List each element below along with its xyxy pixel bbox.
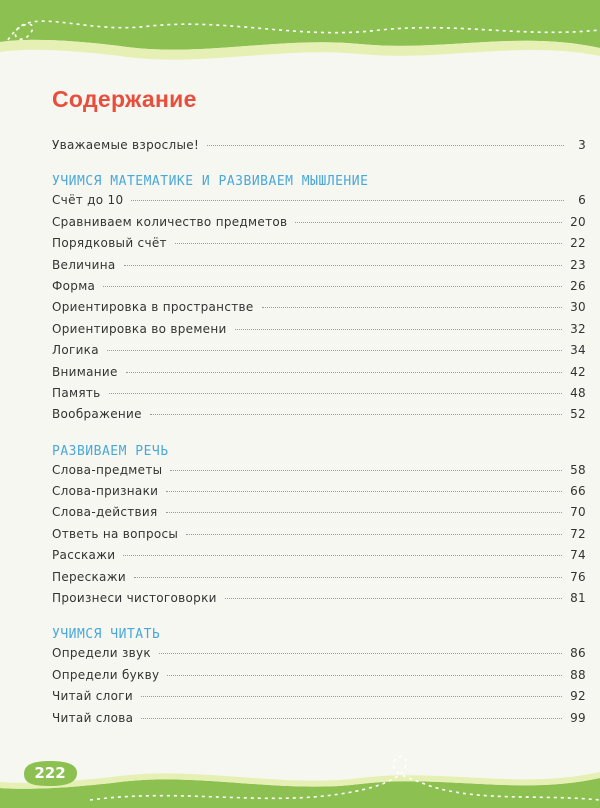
toc-entry-page: 6 (578, 193, 586, 208)
toc-entry-page: 99 (570, 710, 586, 725)
page-title: Содержание (52, 86, 197, 112)
toc-entry-label: Слова-предметы (52, 462, 163, 477)
toc-entry-page: 92 (570, 689, 586, 704)
toc-entry[interactable] (52, 570, 586, 591)
toc-entry-label: Сравниваем количество предметов (52, 214, 288, 229)
dot-leader (103, 286, 562, 287)
toc-entry-page: 3 (578, 138, 586, 152)
dot-leader (150, 414, 562, 415)
section-heading-math: УЧИМСЯ МАТЕМАТИКЕ И РАЗВИВАЕМ МЫШЛЕНИЕ (52, 174, 369, 190)
dot-leader (107, 350, 562, 351)
toc-entry[interactable] (52, 548, 586, 569)
toc-entry[interactable] (52, 343, 586, 364)
toc-entry-label: Ориентировка в пространстве (52, 300, 254, 315)
toc-entry-intro[interactable] (52, 138, 586, 159)
dot-leader (225, 598, 562, 599)
toc-entry-label: Ответь на вопросы (52, 526, 179, 541)
dot-leader (166, 512, 563, 513)
toc-entry[interactable] (52, 279, 586, 300)
toc-entry[interactable] (52, 711, 586, 732)
toc-entry[interactable] (52, 300, 586, 321)
toc-entry-label: Читай слоги (52, 689, 133, 704)
toc-entry-label: Внимание (52, 364, 118, 379)
toc-entry-page: 48 (570, 385, 586, 400)
dot-leader (126, 372, 562, 373)
toc-entry-page: 58 (570, 462, 586, 477)
toc-entry-label: Счёт до 10 (52, 193, 124, 208)
dot-leader (123, 555, 562, 556)
dot-leader (262, 307, 563, 308)
toc-entry[interactable] (52, 668, 586, 689)
toc-entry-label: Произнеси чистоговорки (52, 591, 217, 606)
toc-entry-page: 86 (570, 646, 586, 661)
toc-entry-label: Определи букву (52, 667, 160, 682)
dot-leader (141, 718, 562, 719)
toc-entry-page: 22 (570, 236, 586, 251)
dot-leader (131, 200, 564, 201)
toc-entry-label: Слова-действия (52, 505, 158, 520)
toc-entry-page: 76 (570, 569, 586, 584)
toc-entry-label: Память (52, 385, 101, 400)
dot-leader (170, 470, 562, 471)
toc-entry[interactable] (52, 258, 586, 279)
dot-leader (235, 329, 563, 330)
table-of-contents (52, 138, 586, 732)
toc-entry-page: 23 (570, 257, 586, 272)
dot-leader (295, 222, 562, 223)
section-heading-reading: УЧИМСЯ ЧИТАТЬ (52, 627, 161, 643)
toc-entry[interactable] (52, 193, 586, 214)
toc-entry-label: Ориентировка во времени (52, 321, 227, 336)
toc-entry-page: 42 (570, 364, 586, 379)
dot-leader (186, 534, 562, 535)
toc-entry-page: 32 (570, 321, 586, 336)
toc-entry[interactable] (52, 484, 586, 505)
toc-entry-page: 88 (570, 667, 586, 682)
dot-leader (166, 491, 562, 492)
toc-entry[interactable] (52, 365, 586, 386)
section-heading-speech: РАЗВИВАЕМ РЕЧЬ (52, 443, 169, 459)
dot-leader (141, 696, 562, 697)
dot-leader (124, 265, 563, 266)
toc-entry-label: Уважаемые взрослые! (52, 138, 200, 152)
toc-entry[interactable] (52, 463, 586, 484)
toc-entry-page: 66 (570, 484, 586, 499)
page-number: 222 (34, 764, 66, 782)
toc-entry-label: Воображение (52, 407, 142, 422)
toc-entry-page: 70 (570, 505, 586, 520)
toc-entry-label: Порядковый счёт (52, 236, 167, 251)
top-decorative-band (0, 0, 600, 70)
toc-entry[interactable] (52, 322, 586, 343)
toc-entry[interactable] (52, 215, 586, 236)
toc-entry-page: 74 (570, 548, 586, 563)
toc-entry-label: Перескажи (52, 569, 126, 584)
dot-leader (134, 577, 562, 578)
toc-entry-label: Читай слова (52, 710, 134, 725)
toc-entry[interactable] (52, 591, 586, 612)
bottom-decorative-band (0, 738, 600, 808)
toc-entry[interactable] (52, 407, 586, 428)
toc-entry-page: 52 (570, 407, 586, 422)
toc-entry[interactable] (52, 646, 586, 667)
toc-entry-label: Форма (52, 278, 96, 293)
toc-entry[interactable] (52, 527, 586, 548)
toc-entry-label: Величина (52, 257, 116, 272)
toc-entry[interactable] (52, 386, 586, 407)
toc-entry-page: 30 (570, 300, 586, 315)
toc-entry-page: 34 (570, 343, 586, 358)
toc-entry-page: 81 (570, 591, 586, 606)
toc-entry[interactable] (52, 689, 586, 710)
toc-entry-label: Логика (52, 343, 99, 358)
toc-entry-page: 26 (570, 278, 586, 293)
toc-entry-label: Слова-признаки (52, 484, 159, 499)
toc-entry-page: 72 (570, 526, 586, 541)
dot-leader (175, 243, 562, 244)
toc-entry[interactable] (52, 505, 586, 526)
toc-entry-label: Определи звук (52, 646, 151, 661)
toc-entry-label: Расскажи (52, 548, 116, 563)
dot-leader (109, 393, 563, 394)
toc-entry[interactable] (52, 236, 586, 257)
toc-entry-page: 20 (570, 214, 586, 229)
dot-leader (159, 653, 562, 654)
dot-leader (207, 145, 564, 146)
dot-leader (167, 675, 562, 676)
